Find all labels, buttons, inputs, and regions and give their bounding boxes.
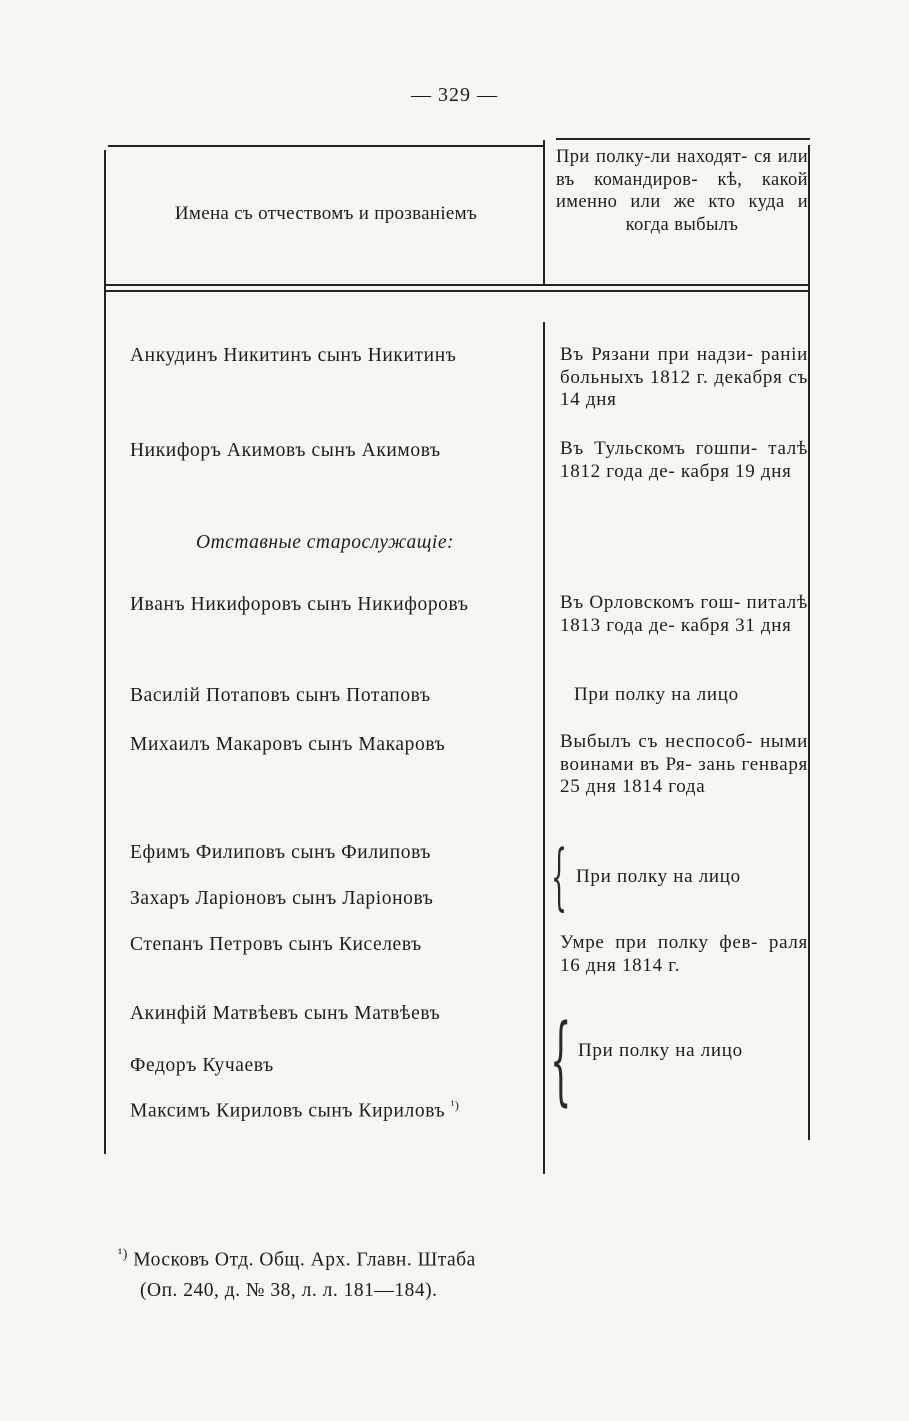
table-row-note: Умре при полку фев- раля 16 дня 1814 г. [560,932,808,976]
table-row-name: Иванъ Никифоровъ сынъ Никифоровъ [130,594,469,615]
page-number: — 329 — [411,84,498,106]
footnote-line-1 [118,1240,476,1276]
table-left-border [104,150,106,1154]
table-top-rule [108,145,544,147]
section-heading: Отставные старослужащіе: [196,532,454,553]
left-brace: { [550,1004,572,1116]
table-row-note: Выбылъ съ неспособ- ными воинами въ Ря- зань генваря 25 дня 1814 года [560,731,808,797]
table-top-rule-right [556,138,810,140]
table-row-name: Федоръ Кучаевъ [130,1055,274,1076]
table-row-note: Въ Рязани при надзи- раніи больныхъ 1812 г. декабря съ 14 дня [560,344,808,410]
footnote-mark: ¹) [118,1247,128,1262]
table-row-note: При полку на лицо [574,684,739,705]
table-row-name: Никифоръ Акимовъ сынъ Акимовъ [130,440,441,461]
table-row-name: Михаилъ Макаровъ сынъ Макаровъ [130,734,446,755]
footnote [118,1240,476,1306]
table-row-name: Степанъ Петровъ сынъ Киселевъ [130,934,422,955]
table-row-note: Въ Орловскомъ гош- питалѣ 1813 года де- кабря 31 дня [560,592,808,636]
footnote-reference: ¹) [450,1098,460,1112]
table-row-name: Акинфій Матвѣевъ сынъ Матвѣевъ [130,1003,441,1024]
table-right-border [808,145,810,1140]
group-note: При полку на лицо [578,1040,743,1061]
table-row-name: Максимъ Кириловъ сынъ Кириловъ [130,1100,446,1122]
table-row-note: Въ Тульскомъ гошпи- талѣ 1812 года де- кабря 19 дня [560,438,808,482]
table-row-name: Василій Потаповъ сынъ Потаповъ [130,685,431,706]
table-column-divider [543,140,545,285]
header-rule-2 [106,290,810,292]
footnote-line-2: (Оп. 240, д. № 38, л. л. 181—184). [140,1279,438,1301]
table-column-divider-lower [543,322,545,1174]
table-row-name: Анкудинъ Никитинъ сынъ Никитинъ [130,345,457,366]
footnote-source: Московъ Отд. Общ. Арх. Главн. Штаба [133,1249,476,1271]
header-rule-1 [106,284,810,286]
table-row-name: Захаръ Ларіоновъ сынъ Ларіоновъ [130,888,434,909]
table-row-name-with-ref [130,1098,460,1123]
group-note: При полку на лицо [576,866,741,887]
header-status: При полку-ли находят- ся или въ командиров- кѣ, какой именно или же кто куда и когда выбылъ [556,147,808,235]
header-names: Имена съ отчествомъ и прозваніемъ [174,203,478,224]
table-row-name: Ефимъ Филиповъ сынъ Филиповъ [130,842,432,863]
left-brace: { [551,834,568,918]
